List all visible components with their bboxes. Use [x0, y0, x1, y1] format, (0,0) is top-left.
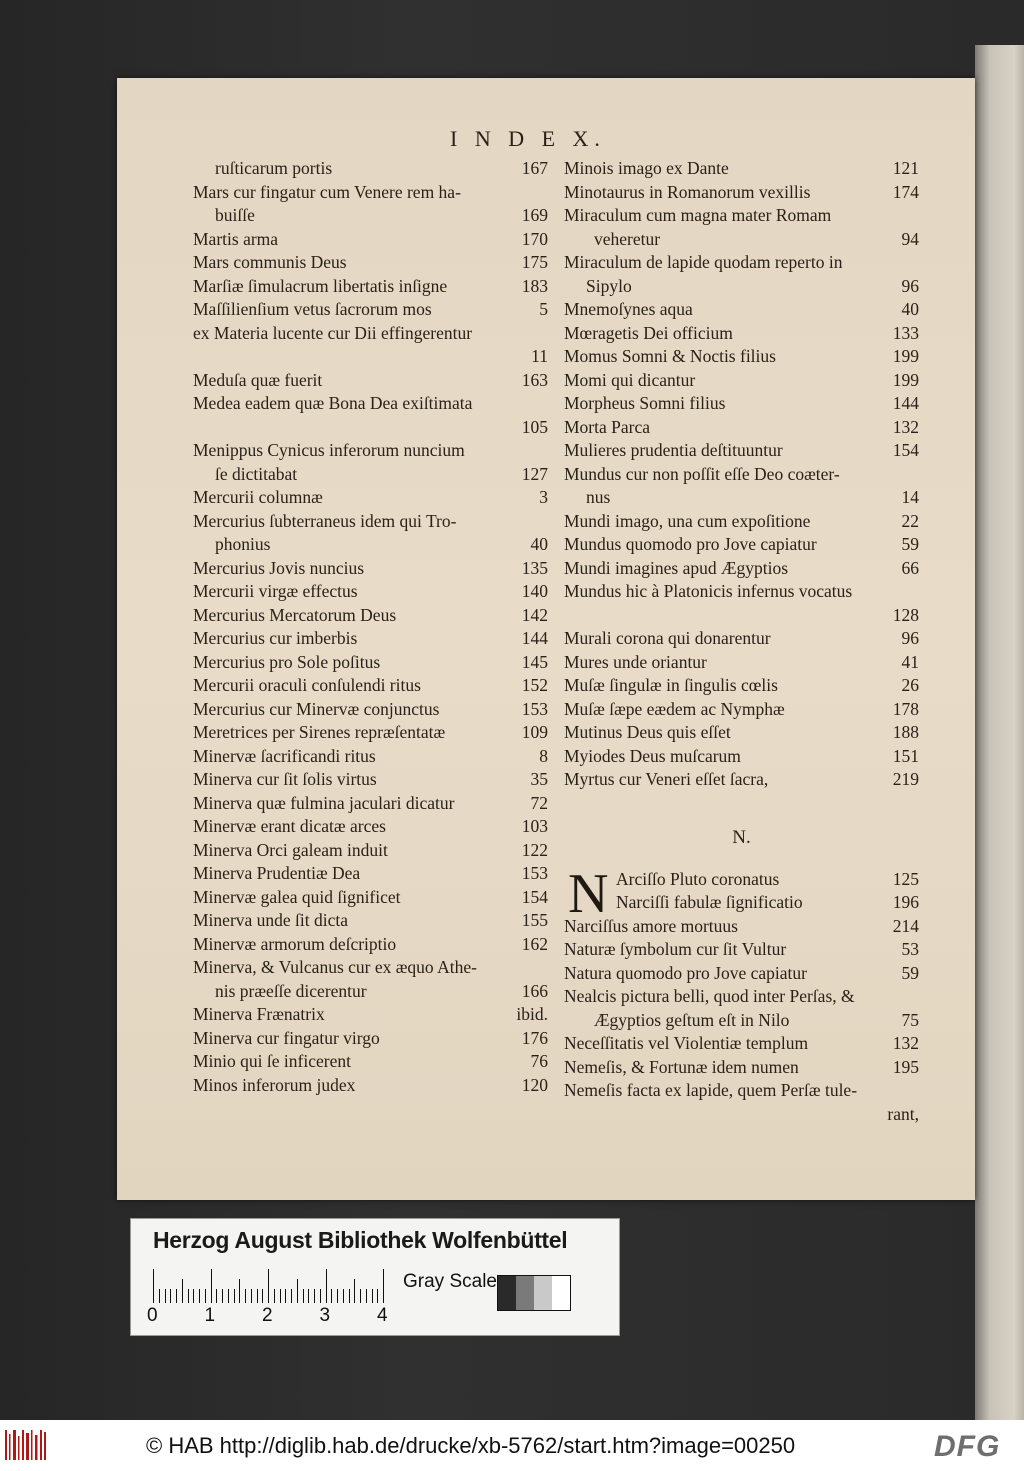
index-entry [564, 1079, 919, 1103]
entry-page-number: 214 [892, 915, 919, 936]
dropcap-letter: N [568, 862, 609, 925]
entry-page-number: 109 [521, 722, 548, 742]
entry-term: Momus Somni & Noctis filius [564, 346, 776, 366]
entry-page-number: 72 [530, 792, 548, 813]
entry-term: Minervæ ſacrificandi ritus [193, 745, 376, 766]
entry-page-number: 144 [521, 628, 548, 648]
index-entry [564, 721, 919, 745]
ruler-tick [331, 1289, 332, 1303]
entry-page-number: 152 [521, 675, 548, 695]
index-entry [193, 1027, 548, 1051]
gray-swatch [516, 1276, 534, 1310]
ruler-tick [303, 1289, 304, 1303]
entry-term: Muſæ ſæpe eædem ac Nymphæ [564, 698, 785, 719]
entry-page-number: rant, [887, 1103, 919, 1124]
index-entry [564, 580, 919, 604]
ruler-number: 3 [319, 1305, 331, 1326]
entry-page-number: 120 [521, 1074, 548, 1095]
index-entry [193, 792, 548, 816]
index-entry [193, 721, 548, 745]
entry-page-number: 183 [521, 275, 548, 296]
entry-term: Minotaurus in Romanorum vexillis [564, 181, 811, 202]
ruler-number: 0 [147, 1305, 158, 1326]
index-entry [564, 604, 919, 628]
entry-term: ruſticarum portis [215, 158, 333, 178]
entry-page-number: 140 [521, 581, 548, 601]
index-entry [564, 698, 919, 722]
index-entry [564, 228, 919, 252]
entry-page-number: 145 [521, 651, 548, 672]
index-entry [564, 891, 919, 915]
entry-page-number: 8 [539, 745, 548, 766]
entry-page-number: 59 [901, 534, 919, 554]
index-entry [193, 557, 548, 581]
entry-term: Morpheus Somni filius [564, 393, 726, 413]
entry-term: buiſſe [215, 205, 255, 225]
entry-term: Myiodes Deus muſcarum [564, 745, 741, 766]
entry-page-number: 174 [892, 181, 919, 202]
ruler-tick [216, 1289, 217, 1303]
section-letter: N. [732, 826, 751, 848]
index-entry [193, 322, 548, 346]
entry-page-number: 26 [901, 675, 919, 695]
entry-term: Mœragetis Dei officium [564, 322, 733, 343]
ruler-tick [314, 1289, 315, 1303]
entry-term: Mundi imago, una cum expoſitione [564, 510, 811, 531]
entry-page-number: 40 [530, 534, 548, 554]
entry-term: nus [586, 487, 611, 507]
entry-page-number: 121 [892, 158, 919, 178]
entry-term: Muſæ ſingulæ in ſingulis cœlis [564, 675, 778, 695]
index-entry [193, 651, 548, 675]
entry-page-number: 153 [521, 863, 548, 883]
gray-swatch [498, 1276, 516, 1310]
entry-term: Ægyptios geſtum eſt in Nilo [594, 1009, 790, 1030]
entry-page-number: 176 [521, 1027, 548, 1048]
entry-term: Minervæ erant dicatæ arces [193, 816, 386, 836]
index-entry [193, 298, 548, 322]
entry-page-number: 199 [892, 346, 919, 366]
entry-term: Naturæ ſymbolum cur ſit Vultur [564, 939, 787, 959]
ruler-tick [245, 1289, 246, 1303]
index-entry [193, 439, 548, 463]
ruler-tick [337, 1289, 338, 1303]
entry-term: Narciſſus amore mortuus [564, 915, 738, 936]
entry-page-number: 135 [521, 557, 548, 578]
entry-page-number: 11 [531, 346, 548, 366]
entry-term: phonius [215, 534, 271, 554]
entry-page-number: 53 [901, 939, 919, 959]
index-entry [564, 298, 919, 322]
index-entry [564, 439, 919, 463]
ruler-tick [257, 1289, 258, 1303]
entry-page-number: 155 [521, 910, 548, 930]
entry-term: nis præeſſe dicerentur [215, 980, 367, 1001]
index-entry [193, 909, 548, 933]
dropcap-block [564, 862, 919, 1127]
index-entry [564, 915, 919, 939]
ruler-numbers [147, 1305, 407, 1329]
entry-page-number: 169 [521, 205, 548, 225]
index-entry [564, 938, 919, 962]
entry-page-number: 127 [521, 463, 548, 484]
ruler-tick [228, 1289, 229, 1303]
index-entry [564, 345, 919, 369]
ruler-tick [308, 1289, 309, 1303]
entry-term: Mundus cur non poſſit eſſe Deo coæter- [564, 463, 840, 484]
index-entry [564, 392, 919, 416]
entry-page-number: 125 [892, 868, 919, 889]
entry-page-number: 35 [530, 769, 548, 789]
ruler-tick [234, 1289, 235, 1303]
entry-term: Minerva unde ſit dicta [193, 910, 349, 930]
index-entry [193, 886, 548, 910]
entry-page-number: 163 [521, 369, 548, 390]
ruler-tick [182, 1279, 183, 1303]
entry-page-number: 170 [521, 228, 548, 249]
index-entry [564, 181, 919, 205]
ruler-tick [205, 1289, 206, 1303]
entry-page-number: 3 [539, 487, 548, 507]
ruler-tick [159, 1289, 160, 1303]
index-entry [193, 275, 548, 299]
entry-term: Mures unde oriantur [564, 651, 707, 672]
index-entry [193, 181, 548, 205]
index-entry [193, 815, 548, 839]
entry-term: Minerva Orci galeam induit [193, 839, 388, 860]
index-entry [564, 651, 919, 675]
entry-page-number: 96 [901, 628, 919, 648]
index-entry [193, 839, 548, 863]
entry-term: Murali corona qui donarentur [564, 628, 771, 648]
adjacent-page-edge [975, 45, 1024, 1420]
index-entry [564, 985, 919, 1009]
index-entry [193, 533, 548, 557]
entry-page-number: 75 [901, 1009, 919, 1030]
index-entry [193, 510, 548, 534]
entry-term: Mundus hic à Platonicis infernus vocatus [564, 581, 853, 601]
index-entry [193, 862, 548, 886]
entry-page-number: 5 [539, 299, 548, 319]
entry-term: Nealcis pictura belli, quod inter Perſas, & [564, 986, 855, 1006]
ruler-tick [251, 1289, 252, 1303]
entry-page-number: 178 [892, 698, 919, 719]
ruler-tick [199, 1289, 200, 1303]
gray-swatch [534, 1276, 552, 1310]
entry-page-number: 59 [901, 962, 919, 983]
entry-page-number: 153 [521, 698, 548, 719]
ruler-tick [268, 1269, 269, 1303]
index-entry [564, 674, 919, 698]
ruler-tick [222, 1289, 223, 1303]
index-entry [193, 486, 548, 510]
entry-term: Medea eadem quæ Bona Dea exiſtimata [193, 393, 473, 413]
ruler-tick [372, 1289, 373, 1303]
entry-term: Mercurius ſubterraneus idem qui Tro- [193, 510, 457, 531]
entry-page-number: 66 [901, 557, 919, 578]
index-entry [193, 1074, 548, 1098]
entry-term: Mars cur fingatur cum Venere rem ha- [193, 181, 461, 202]
entry-term: Minervæ armorum deſcriptio [193, 933, 397, 954]
entry-page-number: 199 [892, 369, 919, 390]
entry-term: Mercurius pro Sole poſitus [193, 651, 381, 672]
entry-page-number: 144 [892, 393, 919, 413]
index-entry [564, 868, 919, 892]
entry-page-number: 195 [892, 1056, 919, 1077]
ruler-tick [176, 1289, 177, 1303]
entry-term: Meretrices per Sirenes repræſentatæ [193, 722, 446, 742]
ruler-tick [193, 1289, 194, 1303]
entry-page-number: 175 [521, 252, 548, 272]
ruler-tick [239, 1279, 240, 1303]
index-entry [564, 533, 919, 557]
ruler-tick [188, 1289, 189, 1303]
entry-page-number: ibid. [516, 1004, 548, 1024]
barcode-icon [5, 1430, 47, 1460]
entry-term: Minerva Prudentiæ Dea [193, 863, 361, 883]
index-column-left [193, 157, 548, 1097]
entry-page-number: 41 [901, 651, 919, 672]
entry-term: Mercurius cur imberbis [193, 628, 358, 648]
entry-term: Mercurius cur Minervæ conjunctus [193, 698, 440, 719]
entry-term: Nemeſis, & Fortunæ idem numen [564, 1056, 799, 1077]
entry-page-number: 154 [892, 440, 919, 460]
index-entry [564, 275, 919, 299]
entry-term: Morta Parca [564, 416, 651, 437]
dfg-logo: DFG [934, 1430, 1001, 1463]
index-entry [564, 369, 919, 393]
entry-term: Minerva quæ fulmina jaculari dicatur [193, 792, 455, 813]
index-entry [564, 204, 919, 228]
entry-term: Meduſa quæ fuerit [193, 369, 323, 390]
entry-term: Nemeſis facta ex lapide, quem Perſæ tule- [564, 1080, 858, 1100]
index-entry [193, 674, 548, 698]
scale-ruler [153, 1269, 393, 1303]
index-entry [193, 627, 548, 651]
entry-term: Mundi imagines apud Ægyptios [564, 557, 789, 578]
library-name: Herzog August Bibliothek Wolfenbüttel [153, 1227, 568, 1253]
gray-scale-label: Gray Scale [403, 1271, 497, 1292]
entry-term: Sipylo [586, 275, 632, 296]
index-entry [193, 251, 548, 275]
entry-term: Maſſilienſium vetus ſacrorum mos [193, 299, 432, 319]
entry-term: Natura quomodo pro Jove capiatur [564, 962, 807, 983]
entry-term: Momi qui dicantur [564, 369, 696, 390]
entry-term: Minos inferorum judex [193, 1074, 356, 1095]
entry-page-number: 166 [521, 980, 548, 1001]
entry-term: Menippus Cynicus inferorum nuncium [193, 440, 465, 460]
entry-term: ſe dictitabat [215, 463, 298, 484]
entry-term: Mercurii columnæ [193, 487, 323, 507]
entry-term: Mercurii virgæ effectus [193, 581, 358, 601]
entry-page-number: 40 [901, 299, 919, 319]
ruler-tick [211, 1269, 212, 1303]
entry-term: Minerva cur ſit ſolis virtus [193, 769, 377, 789]
ruler-tick [349, 1289, 350, 1303]
entry-term: ex Materia lucente cur Dii effingerentur [193, 322, 473, 343]
ruler-tick [262, 1289, 263, 1303]
ruler-tick [366, 1289, 367, 1303]
entry-term: Marſiæ ſimulacrum libertatis inſigne [193, 275, 448, 296]
entry-term: Mutinus Deus quis eſſet [564, 722, 731, 742]
index-entry [564, 1056, 919, 1080]
ruler-tick [297, 1279, 298, 1303]
ruler-tick [383, 1269, 384, 1303]
entry-term: Minerva Frænatrix [193, 1004, 325, 1024]
index-entry [193, 698, 548, 722]
entry-page-number: 103 [521, 816, 548, 836]
entry-page-number: 128 [892, 604, 919, 625]
entry-page-number: 188 [892, 722, 919, 742]
index-entry [193, 768, 548, 792]
entry-term: Minervæ galea quid ſignificet [193, 886, 401, 907]
gray-scale-swatches [497, 1275, 571, 1311]
index-entry [564, 251, 919, 275]
ruler-tick [285, 1289, 286, 1303]
gray-swatch [552, 1276, 570, 1310]
entry-page-number: 14 [901, 487, 919, 507]
entry-page-number: 122 [521, 839, 548, 860]
ruler-tick [280, 1289, 281, 1303]
entry-term: Mundus quomodo pro Jove capiatur [564, 534, 817, 554]
entry-term: Minio qui ſe inficerent [193, 1051, 351, 1071]
index-entry [564, 1032, 919, 1056]
index-entry [193, 956, 548, 980]
entry-term: Minois imago ex Dante [564, 158, 729, 178]
ruler-tick [326, 1269, 327, 1303]
entry-term: Mercurii oraculi conſulendi ritus [193, 675, 421, 695]
ruler-tick [354, 1279, 355, 1303]
entry-term: Mercurius Jovis nuncius [193, 557, 365, 578]
entry-term: Miraculum cum magna mater Romam [564, 205, 832, 225]
entry-term: Narciſſi fabulæ ſignificatio [616, 892, 803, 912]
ruler-tick [377, 1289, 378, 1303]
index-entry [564, 962, 919, 986]
index-entry [564, 1103, 919, 1127]
ruler-tick [274, 1289, 275, 1303]
entry-term: Minerva, & Vulcanus cur ex æquo Athe- [193, 957, 477, 977]
index-entry [564, 486, 919, 510]
entry-page-number: 154 [521, 886, 548, 907]
index-entry [193, 604, 548, 628]
index-entry [193, 204, 548, 228]
ruler-tick [291, 1289, 292, 1303]
entry-page-number: 76 [530, 1051, 548, 1071]
index-entry [193, 1003, 548, 1027]
copyright-url: © HAB http://diglib.hab.de/drucke/xb-5762/start.htm?image=00250 [146, 1433, 796, 1458]
entry-page-number: 22 [901, 510, 919, 531]
index-entry [193, 416, 548, 440]
ruler-number: 2 [262, 1305, 273, 1326]
entry-page-number: 132 [892, 416, 919, 437]
index-entry [564, 627, 919, 651]
entry-page-number: 105 [521, 416, 548, 437]
entry-term: Miraculum de lapide quodam reperto in [564, 252, 843, 272]
entry-term: Martis arma [193, 228, 279, 249]
entry-page-number: 162 [521, 933, 548, 954]
ruler-number: 1 [204, 1305, 216, 1326]
ruler-tick [153, 1269, 154, 1303]
entry-term: Mercurius Mercatorum Deus [193, 604, 397, 625]
index-entry [193, 580, 548, 604]
index-entry [193, 228, 548, 252]
ruler-tick [343, 1289, 344, 1303]
index-entry [193, 933, 548, 957]
viewer-footer [0, 1420, 1024, 1471]
entry-page-number: 94 [901, 228, 919, 249]
index-entry [564, 157, 919, 181]
entry-term: Mars communis Deus [193, 252, 347, 272]
index-entry [193, 157, 548, 181]
index-entry [564, 1009, 919, 1033]
entry-page-number: 133 [892, 322, 919, 343]
index-entry [193, 369, 548, 393]
entry-term: veheretur [594, 228, 661, 249]
ruler-tick [165, 1289, 166, 1303]
ruler-tick [170, 1289, 171, 1303]
index-entry [193, 463, 548, 487]
index-column-right [564, 157, 919, 1126]
index-entry [564, 745, 919, 769]
page-header: I N D E X. [450, 126, 606, 151]
entry-page-number: 132 [892, 1033, 919, 1053]
entry-page-number: 196 [892, 892, 919, 912]
color-target-card [130, 1218, 620, 1336]
index-entry [564, 557, 919, 581]
entry-term: Minerva cur fingatur virgo [193, 1027, 380, 1048]
index-entry [193, 345, 548, 369]
entry-term: Mulieres prudentia deſtituuntur [564, 440, 783, 460]
entry-page-number: 219 [892, 769, 919, 789]
index-entry [193, 980, 548, 1004]
entry-term: Arciſſo Pluto coronatus [616, 868, 780, 889]
entry-page-number: 96 [901, 275, 919, 296]
entry-page-number: 151 [892, 745, 919, 766]
entry-term: Mnemoſynes aqua [564, 299, 693, 319]
index-entry [564, 510, 919, 534]
index-entry [564, 768, 919, 792]
ruler-tick [360, 1289, 361, 1303]
entry-page-number: 167 [521, 158, 548, 178]
index-entry [564, 463, 919, 487]
index-entry [564, 416, 919, 440]
entry-term: Myrtus cur Veneri eſſet ſacra, [564, 769, 769, 789]
index-entry [193, 1050, 548, 1074]
index-entry [193, 745, 548, 769]
ruler-number: 4 [377, 1305, 388, 1326]
index-entry [564, 322, 919, 346]
ruler-tick [320, 1289, 321, 1303]
index-entry [193, 392, 548, 416]
entry-term: Neceſſitatis vel Violentiæ templum [564, 1033, 809, 1053]
entry-page-number: 142 [521, 604, 548, 625]
